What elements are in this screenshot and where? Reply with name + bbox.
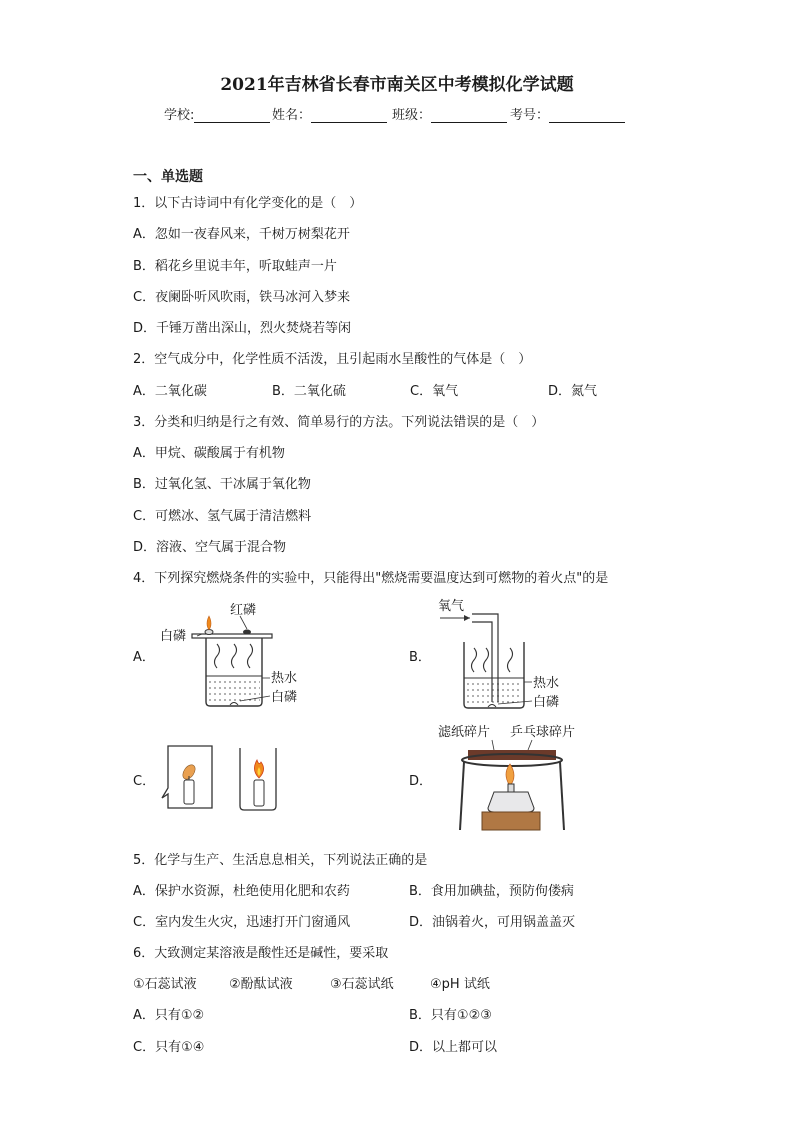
q4-option-c-label: C． (133, 774, 156, 789)
examno-label: 考号： (510, 108, 550, 123)
q3-option-d: D．溶液、空气属于混合物 (133, 540, 287, 555)
white-phosphorus-bottom (230, 703, 238, 706)
tripod-leg-right (560, 762, 564, 830)
q3-stem: 3．分类和归纳是行之有效、简单易行的方法。下列说法错误的是（ ） (133, 415, 545, 430)
q4-option-a-label: A． (133, 650, 155, 665)
q6-option-b: B．只有①②③ (409, 1008, 492, 1023)
q5-option-a: A．保护水资源，杜绝使用化肥和农药 (133, 884, 350, 899)
q5-option-d: D．油锅着火，可用锅盖盖灭 (409, 915, 576, 930)
q3-option-c: C．可燃冰、氢气属于清洁燃料 (133, 509, 312, 524)
q1-option-b: B．稻花乡里说丰年，听取蛙声一片 (133, 259, 337, 274)
label-hot-water: 热水 (533, 676, 560, 691)
class-field (392, 104, 507, 123)
q5-option-b: B．食用加碘盐，预防佝偻病 (409, 884, 574, 899)
red-phosphorus (243, 630, 251, 635)
name-field (272, 104, 387, 123)
water-lines (209, 682, 260, 700)
q1-stem: 1．以下古诗词中有化学变化的是（ ） (133, 196, 363, 211)
class-blank (431, 108, 507, 123)
q6-option-c: C．只有①④ (133, 1040, 205, 1055)
examno-field (510, 104, 625, 123)
q5-option-c: C．室内发生火灾，迅速打开门窗通风 (133, 915, 351, 930)
page-title: 2021年吉林省长春市南关区中考模拟化学试题 (220, 75, 574, 95)
label-white-phosphorus: 白磷 (533, 695, 560, 710)
label-pingpong: 乒乓球碎片 (510, 725, 576, 740)
q4-figure-c (160, 742, 285, 812)
section-heading: 一、单选题 (133, 169, 203, 185)
q4-option-b-label: B． (409, 650, 431, 665)
q4-figure-a (152, 598, 312, 716)
q6-item-2: ②酚酞试液 (229, 977, 293, 992)
label-hot-water: 热水 (271, 671, 298, 686)
q6-stem: 6．大致测定某溶液是酸性还是碱性，要采取 (133, 946, 389, 961)
q5-stem: 5．化学与生产、生活息息相关，下列说法正确的是 (133, 853, 428, 868)
label-filter-paper: 滤纸碎片 (438, 725, 491, 740)
q2-option-b: B．二氧化硫 (272, 384, 346, 399)
q6-item-4: ④pH 试纸 (430, 977, 490, 992)
q1-option-c: C．夜阑卧听风吹雨，铁马冰河入梦来 (133, 290, 351, 305)
q2-option-a: A．二氧化碳 (133, 384, 207, 399)
q4-option-d-label: D． (409, 774, 433, 789)
copper-plate (192, 634, 272, 638)
candle-right (254, 780, 264, 806)
wood-block (482, 812, 540, 830)
school-label: 学校: (164, 108, 195, 123)
q6-option-a: A．只有①② (133, 1008, 205, 1023)
water-lines (467, 684, 522, 702)
q1-option-a: A．忽如一夜春风来，千树万树梨花开 (133, 227, 350, 242)
alcohol-lamp (488, 792, 534, 812)
q6-option-d: D．以上都可以 (409, 1040, 498, 1055)
steam-icon (215, 644, 253, 668)
flame-icon (207, 616, 211, 630)
name-label: 姓名： (272, 108, 312, 123)
beaker-outline (464, 642, 524, 708)
q2-option-c: C．氧气 (410, 384, 459, 399)
q6-item-1: ①石蕊试液 (133, 977, 197, 992)
name-blank (311, 108, 387, 123)
q4-figure-b (428, 594, 578, 716)
class-label: 班级： (392, 108, 432, 123)
q3-option-b: B．过氧化氢、干冰属于氧化物 (133, 477, 311, 492)
label-oxygen: 氧气 (438, 599, 465, 614)
q1-option-d: D．千锤万凿出深山，烈火焚烧若等闲 (133, 321, 352, 336)
q4-stem: 4．下列探究燃烧条件的实验中，只能得出"燃烧需要温度达到可燃物的着火点"的是 (133, 571, 609, 586)
q2-stem: 2．空气成分中，化学性质不活泼，且引起雨水呈酸性的气体是（ ） (133, 352, 532, 367)
q6-item-3: ③石蕊试纸 (330, 977, 394, 992)
white-phosphorus-top (205, 630, 213, 635)
flame-icon (506, 764, 514, 786)
label-white-phosphorus-top: 白磷 (160, 629, 187, 644)
q2-option-d: D．氮气 (548, 384, 598, 399)
examno-blank (549, 108, 625, 123)
q3-option-a: A．甲烷、碳酸属于有机物 (133, 446, 285, 461)
q4-figure-d (432, 722, 602, 834)
label-red-phosphorus: 红磷 (230, 603, 257, 618)
label-white-phosphorus-bottom: 白磷 (271, 690, 298, 705)
beaker-outline (206, 638, 262, 706)
school-blank (194, 108, 270, 123)
school-field (164, 104, 270, 123)
candle-left (184, 780, 194, 804)
tripod-leg-left (460, 762, 464, 830)
white-phosphorus (488, 705, 496, 708)
